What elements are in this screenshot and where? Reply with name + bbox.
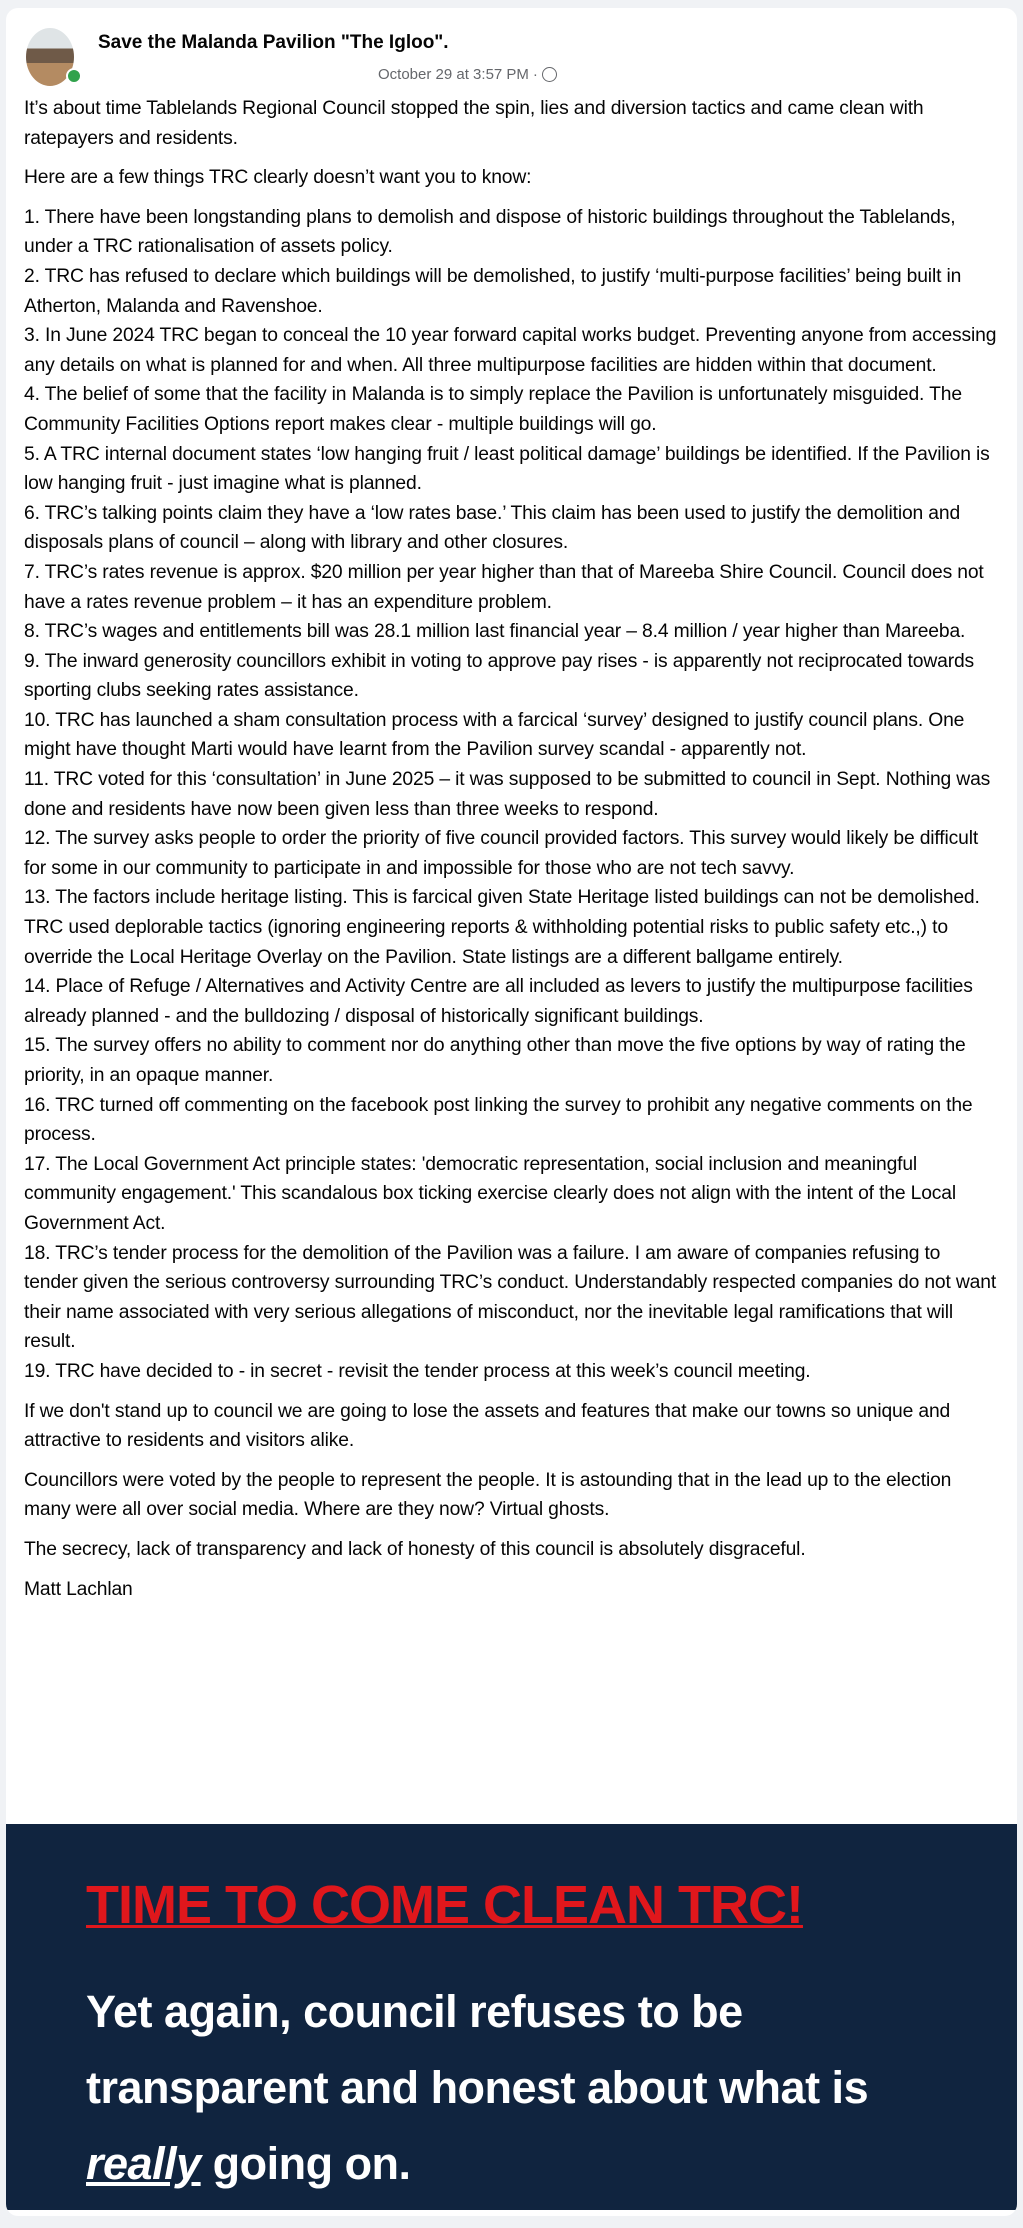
points-list (24, 203, 999, 1387)
banner-sub-text: Yet again, council refuses to be transparent and honest about what is (86, 1986, 869, 2113)
list-item: 6. TRC’s talking points claim they have a ‘low rates base.’ This claim has been used to justify the demolition and disposals plans of council – along with library and other closures. (24, 502, 961, 554)
page-name-link[interactable]: Save the Malanda Pavilion "The Igloo". (98, 32, 449, 53)
banner-emphasis: really (86, 2138, 201, 2189)
list-item: 14. Place of Refuge / Alternatives and Activity Centre are all included as levers to justify the multipurpose facilities already planned - and the bulldozing / disposal of historically significant buildings. (24, 976, 973, 1027)
list-item: 19. TRC have decided to - in secret - revisit the tender process at this week’s council meeting. (24, 1360, 811, 1382)
post-header (6, 8, 1017, 94)
banner-sub-text-end: going on. (200, 2138, 411, 2189)
list-item: 9. The inward generosity councillors exhibit in voting to approve pay rises - is apparently not reciprocated towards sporting clubs seeking rates assistance. (24, 650, 975, 702)
list-item: 1. There have been longstanding plans to demolish and dispose of historic buildings throughout the Tablelands, under a TRC rationalisation of assets policy. (24, 206, 956, 258)
banner-headline: TIME TO COME CLEAN TRC! (86, 1875, 803, 1935)
list-item: 10. TRC has launched a sham consultation process with a farcical ‘survey’ designed to justify council plans. One might have thought Marti would have learnt from the Pavilion survey scandal - apparently not. (24, 709, 965, 761)
list-item: 5. A TRC internal document states ‘low hanging fruit / least political damage’ buildings be identified. If the Pavilion is low hanging fruit - just imagine what is planned. (24, 443, 990, 495)
list-item: 12. The survey asks people to order the priority of five council provided factors. This survey would likely be difficult for some in our community to participate in and impossible for those who are not tech savvy. (24, 828, 979, 879)
post-signature: Matt Lachlan (24, 1578, 133, 1600)
list-item: 15. The survey offers no ability to comment nor do anything other than move the five options by way of rating the priority, in an opaque manner. (24, 1035, 966, 1086)
list-item: 3. In June 2024 TRC began to conceal the 10 year forward capital works budget. Preventing anyone from accessing any details on what is planned for and when. All three multipurpose facilities are hidden within that document. (24, 325, 997, 376)
post-image-banner[interactable] (6, 1824, 1017, 2210)
online-status-dot (66, 68, 82, 84)
banner-subtext (86, 1974, 966, 2202)
list-item: 13. The factors include heritage listing. This is farcical given State Heritage listed buildings can not be demolished. TRC used deplorable tactics (ignoring engineering reports & withholding potential risks to public safety etc.,) to override the Local Heritage Overlay on the Pavilion. State listings are a different ballgame entirely. (24, 887, 980, 968)
post-intro: It’s about time Tablelands Regional Council stopped the spin, lies and diversion tactics and came clean with ratepayers and residents. (24, 98, 924, 149)
list-item: 17. The Local Government Act principle states: 'democratic representation, social inclusion and meaningful community engagement.' This scandalous box ticking exercise clearly does not align with the intent of the Local Government Act. (24, 1153, 956, 1234)
list-item: 16. TRC turned off commenting on the facebook post linking the survey to prohibit any negative comments on the process. (24, 1094, 973, 1146)
closing-paragraph: The secrecy, lack of transparency and lack of honesty of this council is absolutely disgraceful. (24, 1538, 806, 1560)
post-timestamp[interactable]: October 29 at 3:57 PM (378, 66, 529, 83)
post-body (6, 94, 1017, 1604)
globe-icon (542, 67, 557, 82)
meta-separator: · (532, 66, 538, 83)
list-item: 2. TRC has refused to declare which buildings will be demolished, to justify ‘multi-purpose facilities’ being built in Atherton, Malanda and Ravenshoe. (24, 265, 962, 317)
list-item: 7. TRC’s rates revenue is approx. $20 million per year higher than that of Mareeba Shire Council. Council does not have a rates revenue problem – it has an expenditure problem. (24, 561, 984, 613)
closing-paragraph: Councillors were voted by the people to represent the people. It is astounding that in the lead up to the election many were all over social media. Where are they now? Virtual ghosts. (24, 1469, 952, 1521)
post-meta (378, 66, 557, 83)
list-item: 18. TRC’s tender process for the demolition of the Pavilion was a failure. I am aware of companies refusing to tender given the serious controversy surrounding TRC’s conduct. Understandably respected companies do not want their name associated with very serious allegations of misconduct, nor the inevitable legal ramifications that will result. (24, 1242, 997, 1353)
list-item: 8. TRC’s wages and entitlements bill was 28.1 million last financial year – 8.4 million / year higher than Mareeba. (24, 621, 966, 643)
closing-paragraph: If we don't stand up to council we are going to lose the assets and features that make our towns so unique and attractive to residents and visitors alike. (24, 1400, 951, 1452)
post-card (6, 8, 1017, 2216)
post-lead: Here are a few things TRC clearly doesn’t want you to know: (24, 167, 532, 189)
list-item: 4. The belief of some that the facility in Malanda is to simply replace the Pavilion is unfortunately misguided. The Community Facilities Options report makes clear - multiple buildings will go. (24, 384, 962, 435)
list-item: 11. TRC voted for this ‘consultation’ in June 2025 – it was supposed to be submitted to council in Sept. Nothing was done and residents have now been given less than three weeks to respond. (24, 769, 991, 820)
